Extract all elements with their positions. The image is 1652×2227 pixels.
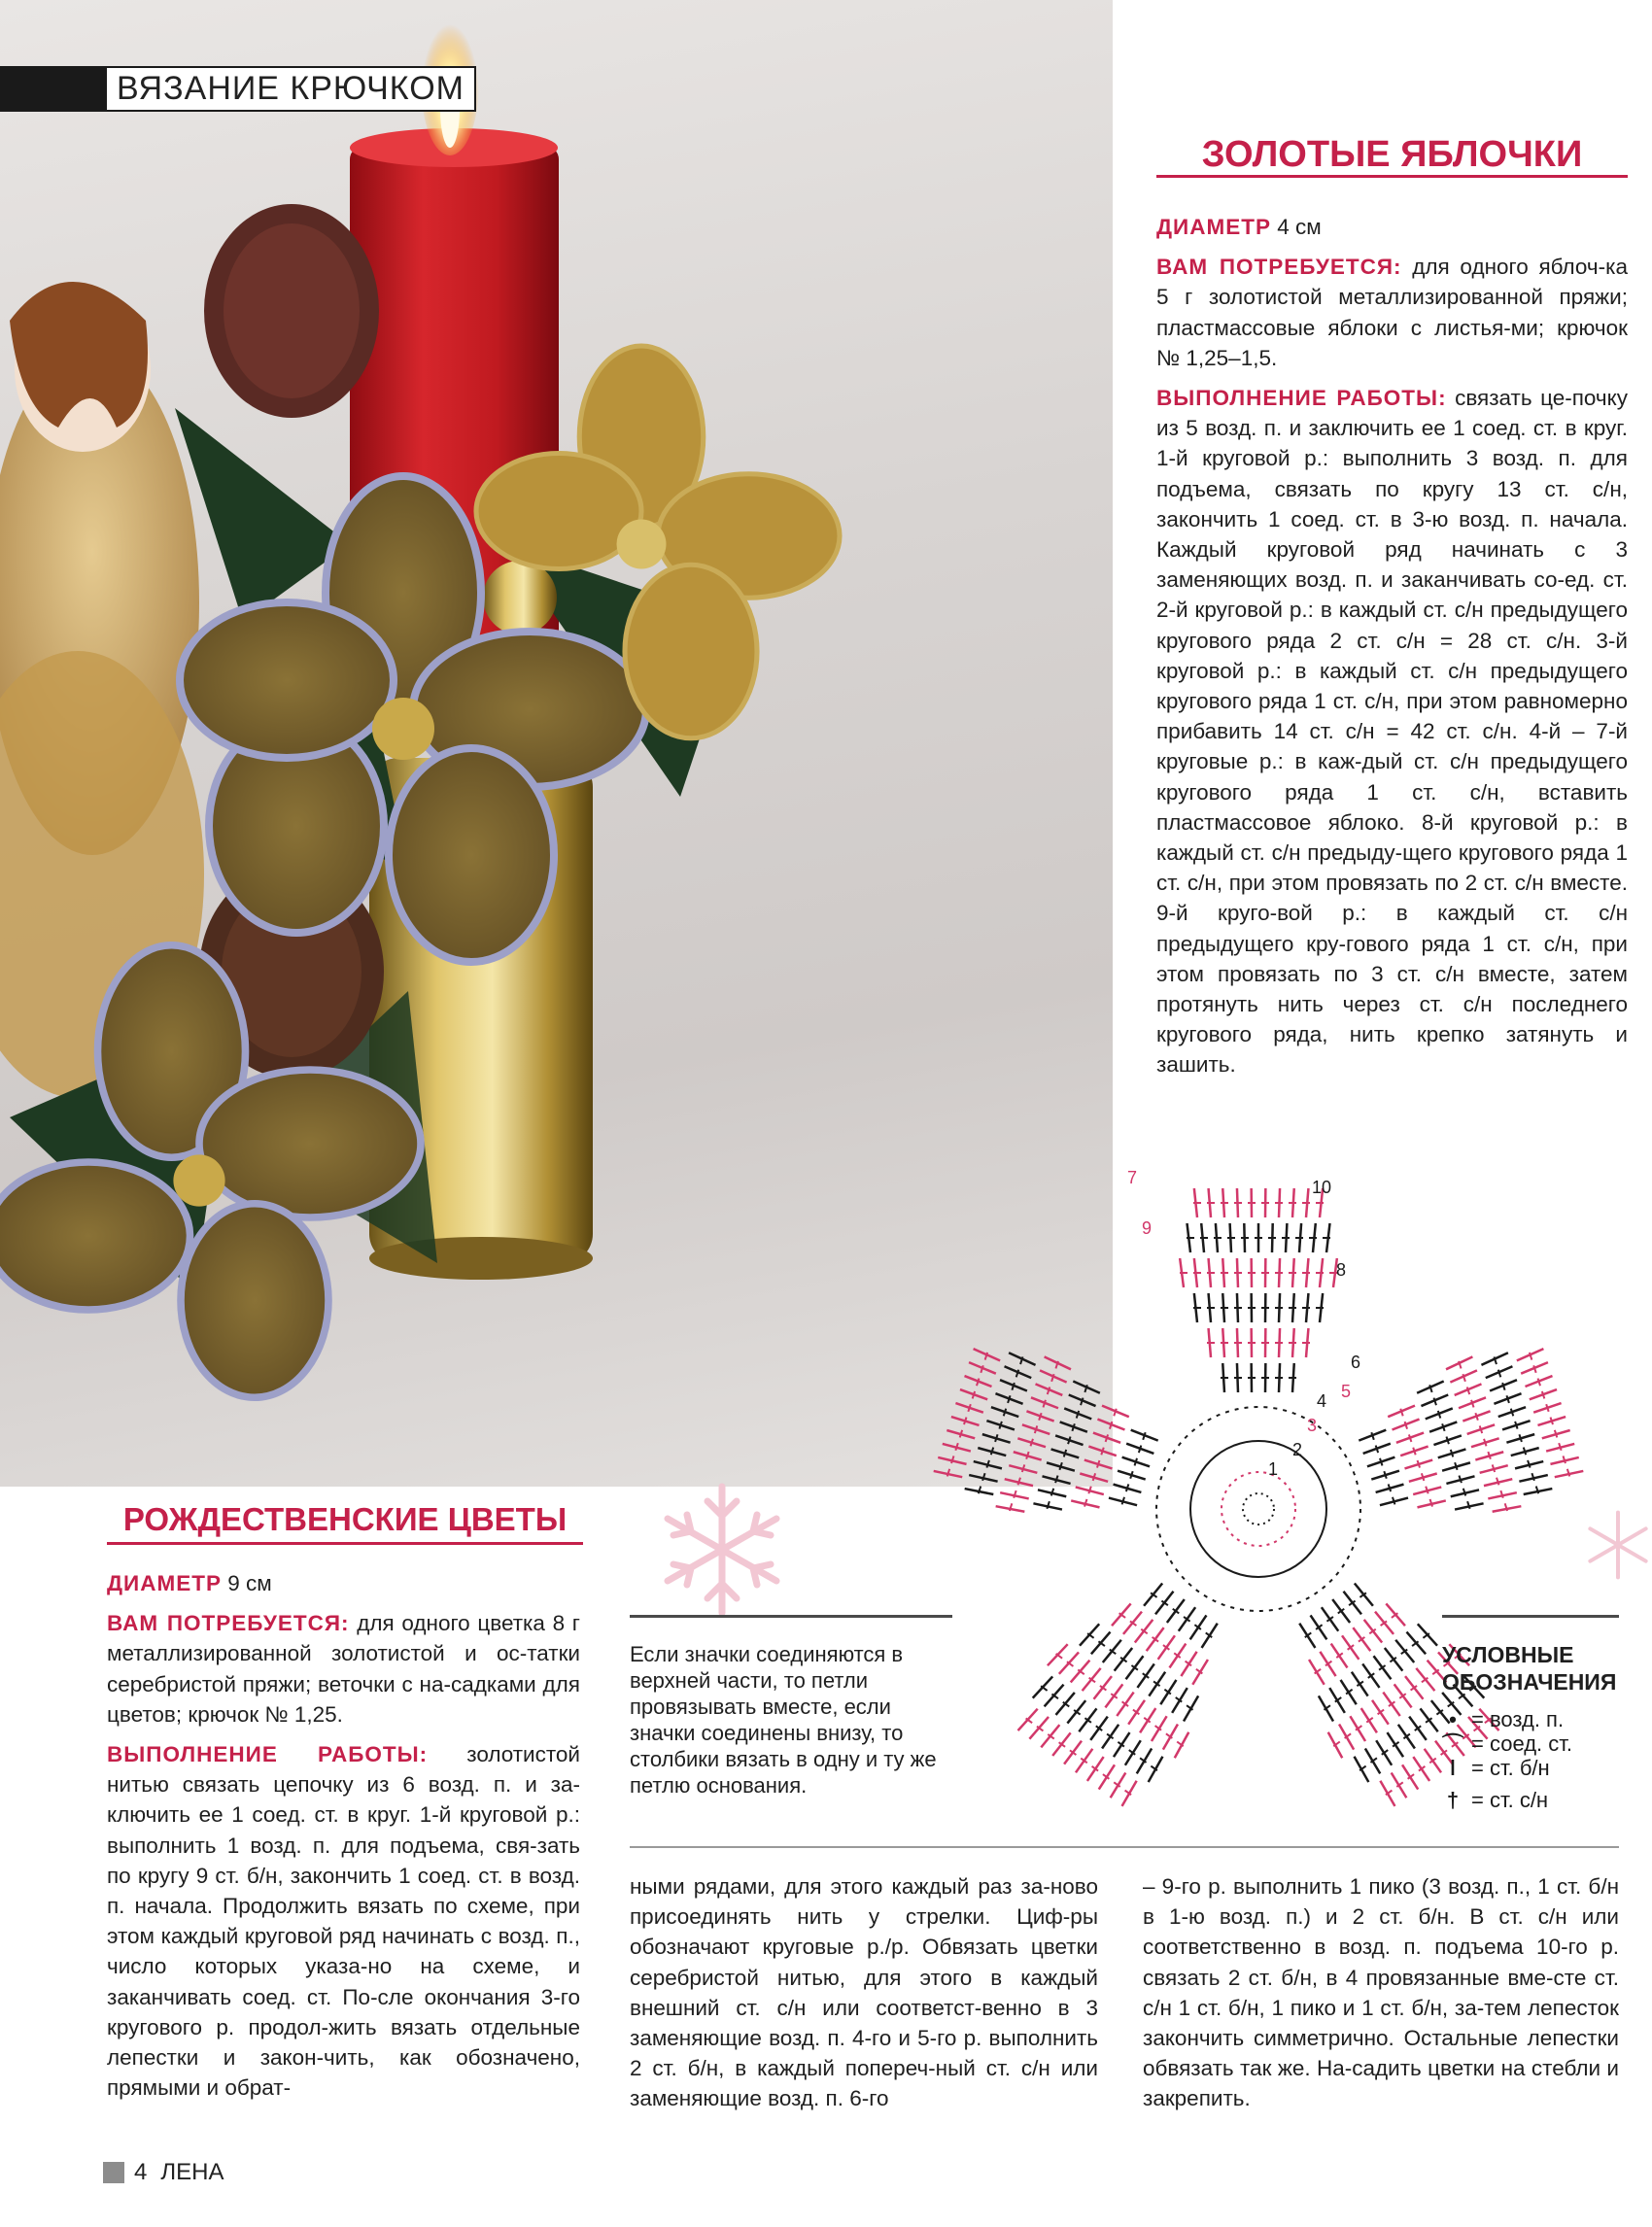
stitch-crossbar — [1126, 1484, 1128, 1491]
stitch-crossbar — [1506, 1395, 1508, 1403]
stitch-crossbar — [1110, 1422, 1112, 1429]
stitch-crossbar — [977, 1379, 979, 1387]
legend-item — [1442, 1788, 1619, 1812]
single-crochet-icon: ǀ — [1449, 1755, 1457, 1780]
legend-item — [1442, 1756, 1619, 1780]
title-underline — [107, 1542, 583, 1545]
stitch-crossbar — [1413, 1448, 1415, 1456]
stitch-crossbar — [999, 1422, 1001, 1429]
work-label: ВЫПОЛНЕНИЕ РАБОТЫ: — [107, 1742, 429, 1767]
crochet-petal — [929, 1335, 1172, 1548]
crochet-petal — [1180, 1188, 1337, 1392]
stitch-crossbar — [1030, 1439, 1032, 1447]
snowflake-icon — [1579, 1487, 1652, 1603]
stitch-crossbar — [1376, 1446, 1378, 1454]
legend-item-label: = ст. с/н — [1471, 1787, 1549, 1812]
title-underline — [1156, 175, 1628, 178]
stitch-crossbar — [1538, 1379, 1540, 1387]
materials-text: для одного цветка 8 г металлизированной золотистой и ос-татки серебристой пряжи; веточки с на-садками для цветов; крючок № 1,25. — [107, 1611, 580, 1727]
stitch-crossbar — [973, 1391, 975, 1399]
stitch-crossbar — [1422, 1473, 1424, 1481]
page-number: 4 — [134, 2159, 148, 2185]
legend-item — [1442, 1731, 1619, 1756]
stitch-crossbar — [1130, 1471, 1132, 1479]
stitch-crossbar — [1409, 1434, 1411, 1442]
stitch-crossbar — [1122, 1497, 1124, 1505]
stitch-crossbar — [1426, 1487, 1428, 1494]
stitch-crossbar — [1143, 1432, 1145, 1440]
stitch-crossbar — [1493, 1464, 1495, 1472]
stitch-crossbar — [991, 1448, 993, 1456]
christmas-flowers-col3 — [1143, 1871, 1619, 2124]
work-text-col1: золотистой нитью связать цепочку из 6 возд. п. и за-ключить ее 1 соед. ст. в круг. 1-й круговой р.: выполнить 1 возд. п. для подъема, свя-зать по кругу 9 ст. б/н, закончить 1 соед. ст. в возд. п. начала. Продолжить вязать по схеме, при этом каждый круговой ряд начинать с возд. п., число которых указа-но на схеме, и заканчивать соед. ст. По-сле окончания 3-го кругового р. продол-жить вязать отдельные лепестки и закон-чить, как обозначено, прямыми и обрат- — [107, 1742, 580, 2101]
row-number-label: 9 — [1142, 1218, 1153, 1238]
stitch-crossbar — [1135, 1458, 1137, 1466]
stitch-crossbar — [1542, 1391, 1544, 1399]
stitch-crossbar — [1389, 1484, 1391, 1491]
materials-label: ВАМ ПОТРЕБУЕТСЯ: — [107, 1611, 350, 1636]
chain-stitch-icon: • — [1449, 1706, 1457, 1731]
stitch-crossbar — [1546, 1404, 1548, 1412]
row-number-label: 8 — [1336, 1260, 1347, 1280]
stitch-crossbar — [995, 1434, 997, 1442]
stitch-crossbar — [1101, 1448, 1103, 1456]
column-divider — [630, 1846, 1619, 1848]
work-text-col3: – 9-го р. выполнить 1 пико (3 возд. п., 1 ст. б/н в 1-ю возд. п.) и 2 ст. б/н. В ст. с/н или соответственно в возд. п. подъема 10-го р. связать 2 ст. б/н, в 4 провязанные вме-сте ст. с/н 1 ст. б/н, 1 пико и 1 ст. б/н, за-тем лепесток закончить симметрично. Остальные лепестки обвязать так же. На-садить цветки на стебли и закрепить. — [1143, 1874, 1619, 2111]
stitch-crossbar — [1064, 1450, 1066, 1457]
work-text: связать це-почку из 5 возд. п. и заключить ее 1 соед. ст. в круг. 1-й круговой р.: выполнить 3 возд. п. для подъема, связать по кругу 13 ст. с/н, закончить 1 соед. ст. в 3-ю возд. п. начала. Каждый круговой ряд начинать с 3 заменяющих возд. п. и заканчивать со-ед. ст. 2-й круговой р.: в каждый ст. с/н предыдущего кругового ряда 2 ст. с/н = 28 ст. с/н. 3-й круговой р.: в каждый ст. с/н предыдущего кругового ряда 1 ст. с/н, при этом равномерно прибавить 14 ст. с/н = 42 ст. с/н. 4-й – 7-й круговые р.: в каж-дый ст. с/н предыдущего кругового ряда 1 ст. с/н, вставить пластмассовое яблоко. 8-й круговой р.: в каждый ст. с/н предыду-щего кругового ряда 1 ст. с/н, при этом провязать по 2 ст. с/н вместе. 9-й круго-вой р.: в каждый ст. с/н предыдущего кру-гового ряда 1 ст. с/н, при этом провязать по 3 ст. с/н вместе, затем протянуть нить через ст. с/н последнего кругового ряда, нить крепко затянуть и зашить. — [1156, 386, 1628, 1078]
stitch-crossbar — [1405, 1422, 1407, 1429]
stitch-crossbar — [1068, 1437, 1070, 1445]
magazine-name: ЛЕНА — [160, 2159, 224, 2185]
stitch-crossbar — [1455, 1462, 1457, 1470]
legend — [1442, 1615, 1619, 1812]
stitch-crossbar — [1446, 1437, 1448, 1445]
diameter-value: 9 см — [227, 1571, 272, 1595]
crochet-petal — [1345, 1335, 1584, 1548]
work-label: ВЫПОЛНЕНИЕ РАБОТЫ: — [1156, 386, 1447, 411]
stitch-crossbar — [1097, 1460, 1099, 1468]
crochet-petal — [1007, 1557, 1254, 1814]
row-number-label: 4 — [1317, 1391, 1327, 1411]
stitch-crossbar — [1088, 1487, 1090, 1494]
stitch-crossbar — [1106, 1434, 1108, 1442]
christmas-flowers-col2 — [630, 1871, 1098, 2124]
stitch-crossbar — [1380, 1458, 1382, 1466]
stitch-crossbar — [1039, 1413, 1041, 1421]
stitch-crossbar — [1438, 1411, 1440, 1419]
stitch-crossbar — [1555, 1430, 1557, 1438]
row-number-label: 6 — [1351, 1353, 1361, 1372]
article-title-christmas-flowers: РОЖДЕСТВЕНСКИЕ ЦВЕТЫ — [122, 1501, 568, 1537]
legend-item-label: = возд. п. — [1471, 1706, 1565, 1731]
diameter-label: ДИАМЕТР — [107, 1571, 222, 1595]
page-footer — [103, 2159, 224, 2186]
diameter-value: 4 см — [1277, 215, 1322, 239]
row-number-label: 1 — [1268, 1459, 1279, 1479]
stitch-crossbar — [1442, 1423, 1444, 1431]
slip-stitch-icon: ⌒ — [1442, 1732, 1464, 1757]
stitch-crossbar — [964, 1418, 966, 1425]
stitch-crossbar — [986, 1460, 988, 1468]
stitch-crossbar — [1072, 1423, 1074, 1431]
footer-square-icon — [103, 2162, 124, 2183]
stitch-crossbar — [1471, 1400, 1473, 1408]
stitch-crossbar — [1022, 1464, 1024, 1472]
stitch-crossbar — [1008, 1395, 1010, 1403]
stitch-crossbar — [1559, 1443, 1561, 1451]
stitch-crossbar — [1484, 1439, 1486, 1447]
legend-item — [1442, 1707, 1619, 1731]
row-number-label: 3 — [1307, 1416, 1318, 1435]
materials-label: ВАМ ПОТРЕБУЕТСЯ: — [1156, 255, 1402, 280]
stitch-crossbar — [1055, 1476, 1057, 1484]
legend-item-label: = соед. ст. — [1471, 1730, 1573, 1756]
stitch-crossbar — [1059, 1462, 1061, 1470]
stitch-crossbar — [1043, 1400, 1045, 1408]
work-text-col2: ными рядами, для этого каждый раз за-ново присоединять нить у стрелки. Циф-ры обозначают круговые р./р. Обвязать цветки серебристой нитью, для этого в каждый внешний ст. с/н или соответст-венно в 3 заменяющие возд. п. 4-го и 5-го р. выполнить 2 ст. б/н, в каждый попереч-ный ст. с/н или заменяющие возд. п. 6-го — [630, 1874, 1098, 2111]
stitch-crossbar — [1418, 1460, 1420, 1468]
stitch-crossbar — [1551, 1418, 1553, 1425]
stitch-crossbar — [1451, 1450, 1453, 1457]
stitch-crossbar — [1511, 1409, 1513, 1417]
golden-apples-text — [1156, 212, 1628, 1090]
snowflake-icon — [649, 1477, 795, 1623]
stitch-crossbar — [1139, 1446, 1141, 1454]
stitch-crossbar — [1475, 1413, 1477, 1421]
row-number-label: 2 — [1292, 1440, 1303, 1459]
legend-title: УСЛОВНЫЕ ОБОЗНАЧЕНИЯ — [1442, 1642, 1617, 1695]
stitch-crossbar — [1480, 1425, 1482, 1433]
stitch-crossbar — [1488, 1452, 1490, 1459]
stitch-crossbar — [1393, 1497, 1394, 1505]
stitch-note: Если значки соединяются в верхней части, то петли провязывать вместе, если значки соединены внизу, то столбики вязать в одну и ту же петлю основания. — [630, 1615, 952, 1853]
double-crochet-icon: † — [1446, 1787, 1460, 1812]
stitch-crossbar — [1515, 1422, 1517, 1429]
diameter-label: ДИАМЕТР — [1156, 215, 1271, 239]
stitch-crossbar — [968, 1404, 970, 1412]
section-tag: ВЯЗАНИЕ КРЮЧКОМ — [107, 66, 476, 112]
article-title-golden-apples: ЗОЛОТЫЕ ЯБЛОЧКИ — [1201, 134, 1583, 175]
stitch-crossbar — [1004, 1409, 1006, 1417]
christmas-flowers-col1 — [107, 1568, 580, 2112]
stitch-crossbar — [1524, 1448, 1526, 1456]
row-number-label: 10 — [1312, 1178, 1332, 1197]
materials-text: для одного яблоч-ка 5 г золотистой металлизированной пряжи; пластмассовые яблоки с листья-ми; крючок № 1,25–1,5. — [1156, 255, 1628, 370]
stitch-crossbar — [1035, 1425, 1037, 1433]
stitch-crossbar — [1093, 1473, 1095, 1481]
row-number-label: 7 — [1127, 1168, 1138, 1187]
stitch-crossbar — [1459, 1476, 1461, 1484]
stitch-crossbar — [955, 1443, 957, 1451]
stitch-crossbar — [960, 1430, 962, 1438]
row-number-label: 5 — [1341, 1382, 1352, 1401]
stitch-crossbar — [1026, 1452, 1028, 1459]
stitch-crossbar — [1528, 1460, 1530, 1468]
stitch-crossbar — [1384, 1471, 1386, 1479]
legend-item-label: = ст. б/н — [1471, 1755, 1550, 1780]
stitch-crossbar — [1077, 1411, 1079, 1419]
stitch-crossbar — [1519, 1434, 1521, 1442]
stitch-crossbar — [1371, 1432, 1373, 1440]
